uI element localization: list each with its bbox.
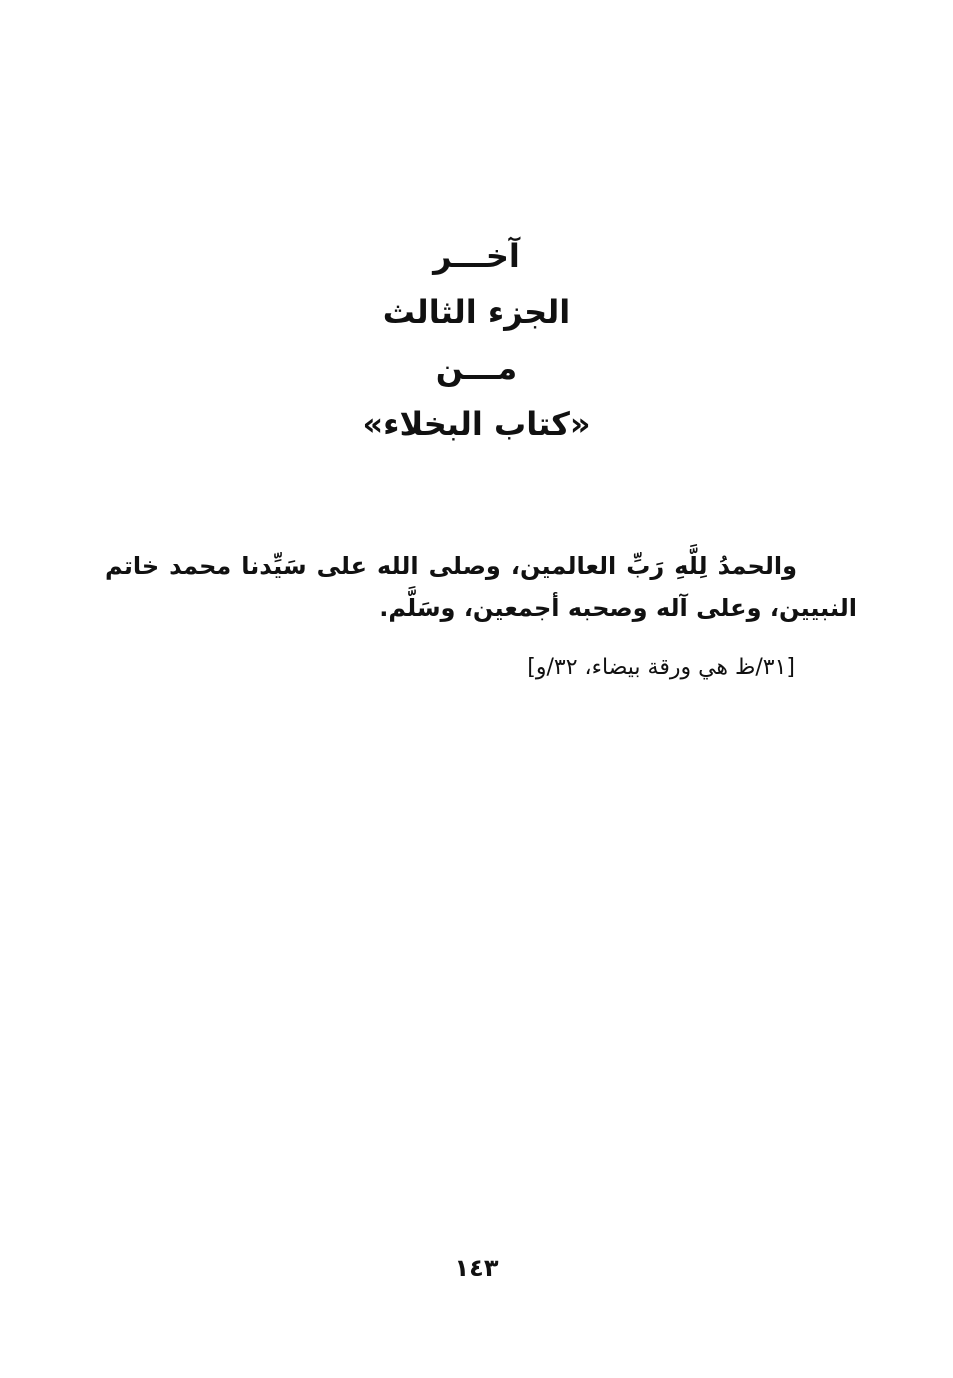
- title-line-from: مـــن: [435, 349, 518, 387]
- title-line-end: آخـــر: [433, 237, 520, 275]
- title-line-book: «كتاب البخلاء»: [362, 405, 591, 443]
- page-number: ١٤٣: [454, 1254, 499, 1282]
- closing-paragraph: والحمدُ لِلَّهِ رَبِّ العالمين، وصلى الله على سَيِّدنا محمد خاتم النبيين، وعلى آله وصحبه أجمعين، وسَلَّم.: [105, 552, 857, 622]
- colophon-title: [0, 228, 953, 452]
- title-line-part: الجزء الثالث: [382, 293, 571, 331]
- closing-text: [105, 545, 857, 629]
- folio-note: [٣١/ظ هي ورقة بيضاء، ٣٢/و]: [527, 655, 795, 680]
